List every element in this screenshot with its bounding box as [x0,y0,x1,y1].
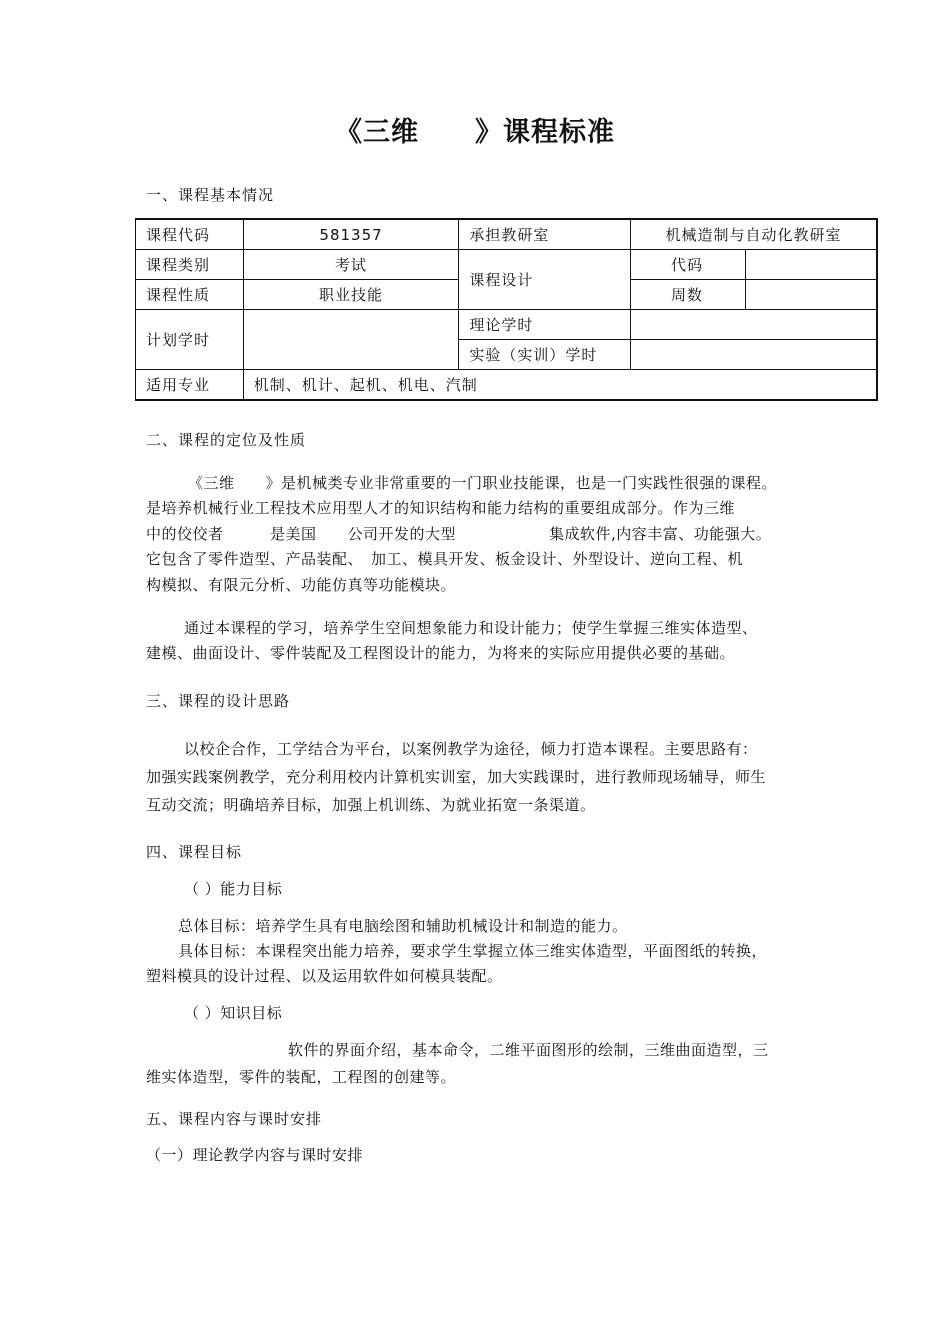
section-heading-goals: 四、课程目标 [146,843,243,861]
paragraph-line: 中的佼佼者 是美国 公司开发的大型 集成软件,内容丰富、功能强大。 [146,525,772,543]
major-label: 适用专业 [136,370,244,401]
section-heading-basic-info: 一、课程基本情况 [146,186,275,204]
paragraph-line: 互动交流；明确培养目标，加强上机训练、为就业拓宽一条渠道。 [146,796,596,814]
hours-value [243,310,459,370]
paragraph-line: 《三维 》是机械类专业非常重要的一门职业技能课，也是一门实践性很强的课程。 [188,474,778,492]
paragraph-line: 以校企合作，工学结合为平台，以案例教学为途径，倾力打造本课程。主要思路有： [184,740,758,758]
paragraph-line: 构模拟、有限元分析、功能仿真等功能模块。 [146,576,457,594]
major-value: 机制、机计、起机、机电、汽制 [243,370,877,401]
paragraph-line: 塑料模具的设计过程、以及运用软件如何模具装配。 [146,967,503,985]
table-row [136,219,878,250]
paragraph-line: 具体目标：本课程突出能力培养，要求学生掌握立体三维实体造型，平面图纸的转换， [178,942,768,960]
paragraph-line: 总体目标：培养学生具有电脑绘图和辅助机械设计和制造的能力。 [178,917,628,935]
design-code-value [745,250,877,280]
paragraph-line: 加强实践案例教学，充分利用校内计算机实训室，加大实践课时，进行教师现场辅导，师生 [146,768,767,786]
paragraph-line: 软件的界面介绍，基本命令，二维平面图形的绘制，三维曲面造型，三 [288,1041,769,1059]
paragraph-line: 它包含了零件造型、产品装配、 加工、模具开发、板金设计、外型设计、逆向工程、机 [146,550,744,568]
table-row [136,310,878,340]
design-code-label: 代码 [630,250,745,280]
lab-hours-label: 实验（实训）学时 [459,340,631,370]
dept-label: 承担教研室 [459,219,631,250]
hours-label: 计划学时 [136,310,244,370]
table-row [136,370,878,401]
weeks-value [745,280,877,310]
paragraph-line: 维实体造型，零件的装配，工程图的创建等。 [146,1068,457,1086]
table-row [136,250,878,280]
weeks-label: 周数 [630,280,745,310]
theory-hours-value [630,310,877,340]
page-title: 《三维 》课程标准 [335,117,615,148]
subheading-theory-schedule: （一）理论教学内容与课时安排 [146,1146,364,1164]
category-value: 考试 [243,250,459,280]
subheading-knowledge-goals: （ ）知识目标 [184,1004,283,1022]
section-heading-content-schedule: 五、课程内容与课时安排 [146,1110,323,1128]
course-code-label: 课程代码 [136,219,244,250]
course-code-value: 581357 [243,219,459,250]
subheading-ability-goals: （ ）能力目标 [184,880,283,898]
section-heading-design-ideas: 三、课程的设计思路 [146,692,291,710]
theory-hours-label: 理论学时 [459,310,631,340]
design-label: 课程设计 [459,250,631,310]
section-heading-positioning: 二、课程的定位及性质 [146,431,307,449]
category-label: 课程类别 [136,250,244,280]
paragraph-line: 是培养机械行业工程技术应用型人才的知识结构和能力结构的重要组成部分。作为三维 [146,499,736,517]
nature-value: 职业技能 [243,280,459,310]
paragraph-line: 建模、曲面设计、零件装配及工程图设计的能力，为将来的实际应用提供必要的基础。 [146,644,736,662]
nature-label: 课程性质 [136,280,244,310]
paragraph-line: 通过本课程的学习，培养学生空间想象能力和设计能力；使学生掌握三维实体造型、 [184,619,758,637]
course-info-table [135,218,878,401]
dept-value: 机械造制与自动化教研室 [630,219,877,250]
lab-hours-value [630,340,877,370]
